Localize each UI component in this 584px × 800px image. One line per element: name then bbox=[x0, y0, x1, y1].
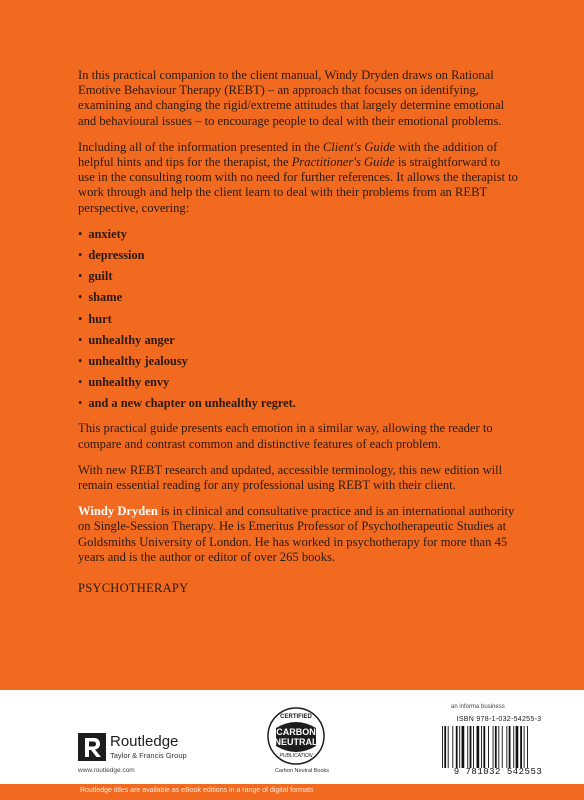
barcode-bar bbox=[456, 726, 458, 768]
list-item: • unhealthy envy bbox=[78, 375, 518, 390]
informa-label: an informa business bbox=[451, 704, 505, 710]
blurb-text: Including all of the information presented in the bbox=[78, 139, 323, 154]
barcode-bar bbox=[448, 726, 449, 768]
list-item: • and a new chapter on unhealthy regret. bbox=[78, 396, 518, 411]
barcode-bar bbox=[527, 726, 528, 768]
list-item: • shame bbox=[78, 290, 518, 305]
blurb-text: is straightforward to use in the consulting room with no need for further references. It allows the therapist to work through and help the client learn to deal with their problems from an REBT perspective, covering: bbox=[78, 155, 518, 215]
subject-category: PSYCHOTHERAPY bbox=[78, 580, 189, 595]
ebook-notice: Routledge titles are available as eBook editions in a range of digital formats bbox=[80, 787, 314, 794]
author-bio bbox=[78, 504, 518, 565]
barcode-icon bbox=[440, 726, 558, 768]
back-cover-text bbox=[78, 68, 518, 596]
blurb-edition: With new REBT research and updated, accessible terminology, this new edition will remain essential reading for any professional using REBT with their client. bbox=[78, 462, 503, 492]
practitioner-guide-title: Practitioner's Guide bbox=[291, 155, 395, 170]
topics-list bbox=[78, 227, 518, 412]
barcode-bar bbox=[506, 726, 507, 768]
barcode-bar bbox=[470, 726, 472, 768]
badge-bottom-text: PUBLICATION bbox=[279, 753, 313, 759]
publisher-group: Taylor & Francis Group bbox=[110, 751, 187, 760]
list-item: • unhealthy anger bbox=[78, 333, 518, 348]
barcode-digits: 9 781032 542553 bbox=[453, 767, 543, 777]
list-item: • hurt bbox=[78, 312, 518, 327]
barcode-bar bbox=[452, 726, 453, 768]
barcode-bar bbox=[513, 726, 514, 768]
barcode-bar bbox=[442, 726, 443, 768]
barcode-bar bbox=[467, 726, 468, 768]
client-guide-title: Client's Guide bbox=[322, 139, 396, 154]
badge-top-text: CERTIFIED bbox=[280, 714, 312, 720]
barcode-bar bbox=[481, 726, 482, 768]
isbn-label: ISBN 978-1-032-54255-3 bbox=[456, 716, 542, 723]
badge-caption: Carbon Neutral Books bbox=[274, 768, 330, 774]
barcode-bar bbox=[488, 726, 489, 768]
list-item: • unhealthy jealousy bbox=[78, 354, 518, 369]
blurb-guide-description bbox=[78, 140, 518, 216]
author-name: Windy Dryden bbox=[78, 504, 158, 519]
barcode-bar bbox=[473, 726, 474, 768]
barcode-bar bbox=[493, 726, 494, 768]
publisher-name: Routledge bbox=[110, 733, 179, 750]
barcode-bar bbox=[483, 726, 485, 768]
barcode-bar bbox=[516, 726, 519, 768]
badge-line1: CARBON bbox=[276, 727, 316, 737]
barcode-bar bbox=[520, 726, 522, 768]
routledge-logo bbox=[78, 733, 218, 767]
list-item: • anxiety bbox=[78, 227, 518, 242]
barcode-bar bbox=[524, 726, 525, 768]
barcode-bar bbox=[498, 726, 499, 768]
barcode-bar bbox=[462, 726, 465, 768]
blurb-text: with the addition of helpful hints and tips for the therapist, the bbox=[78, 139, 498, 170]
barcode-bar bbox=[459, 726, 460, 768]
barcode-bar bbox=[502, 726, 503, 768]
author-bio-text: is in clinical and consultative practice and is an international authority on Single-Session Therapy. He is Emeritus Professor of Psychotherapeutic Studies at Goldsmiths University of London. He has worked in psychotherapy for more than 45 years and is the author or editor of over 265 books. bbox=[78, 504, 515, 564]
badge-line2: NEUTRAL bbox=[274, 737, 318, 747]
blurb-intro: In this practical companion to the client manual, Windy Dryden draws on Rational Emotive Behaviour Therapy (REBT) – an approach that focuses on identifying, examining and changing the rigid/extreme attitudes that largely determine emotional and behavioural issues – to encourage people to deal with their emotional problems. bbox=[78, 68, 505, 128]
publisher-website: www.routledge.com bbox=[78, 767, 135, 774]
barcode-bar bbox=[444, 726, 446, 768]
barcode-bar bbox=[495, 726, 497, 768]
blurb-method: This practical guide presents each emotion in a similar way, allowing the reader to compare and contrast common and distinctive features of each problem. bbox=[78, 421, 493, 451]
barcode-bar bbox=[509, 726, 511, 768]
list-item: • depression bbox=[78, 248, 518, 263]
carbon-neutral-badge-icon bbox=[266, 706, 326, 766]
routledge-logo-icon bbox=[78, 733, 106, 761]
barcode-bar bbox=[477, 726, 480, 768]
list-item: • guilt bbox=[78, 269, 518, 284]
